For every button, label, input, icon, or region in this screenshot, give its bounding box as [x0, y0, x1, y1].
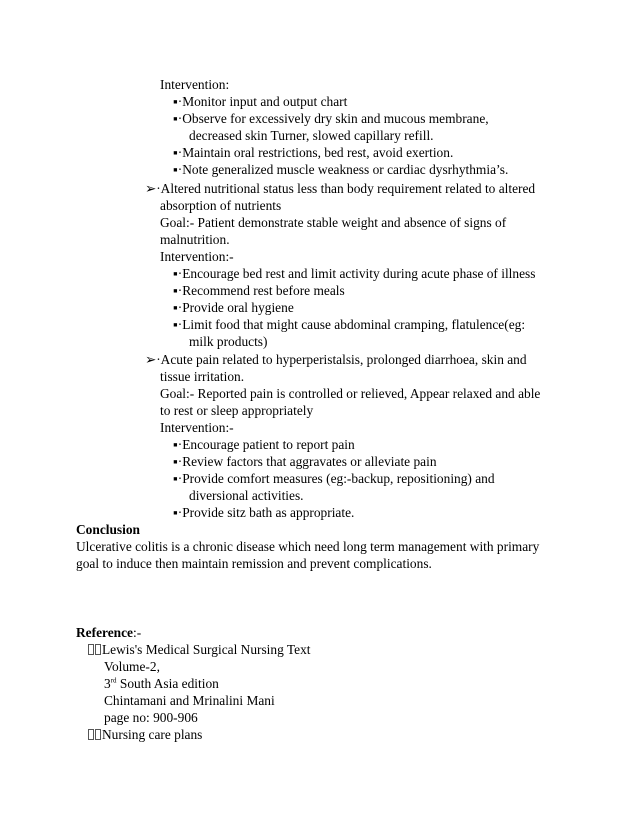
missing-glyph-icon	[95, 644, 101, 655]
goal-line: malnutrition.	[160, 232, 230, 247]
list-item: ▪·Review factors that aggravates or alleviate pain	[173, 454, 437, 469]
reference-edition	[104, 675, 219, 692]
list-item-continuation: decreased skin Turner, slowed capillary refill.	[189, 128, 434, 143]
missing-glyph-icon	[95, 729, 101, 740]
reference-heading-suffix: :-	[133, 625, 142, 640]
edition-superscript: rd	[110, 676, 117, 685]
edition-text: South Asia edition	[116, 676, 219, 691]
list-item-continuation: diversional activities.	[189, 488, 304, 503]
reference-title: Nursing care plans	[102, 727, 203, 742]
edition-number: 3	[104, 676, 111, 691]
goal-line: Goal:- Reported pain is controlled or relieved, Appear relaxed and able	[160, 386, 541, 401]
reference-heading-text: Reference	[76, 625, 133, 640]
list-item: ▪·Note generalized muscle weakness or cardiac dysrhythmia’s.	[173, 162, 509, 177]
list-item: ▪·Observe for excessively dry skin and mucous membrane,	[173, 111, 489, 126]
intervention-label: Intervention:-	[160, 249, 234, 264]
missing-glyph-icon	[88, 644, 94, 655]
list-item: ▪·Provide oral hygiene	[173, 300, 294, 315]
reference-heading	[76, 624, 141, 641]
conclusion-heading: Conclusion	[76, 522, 140, 537]
list-item: ▪·Encourage patient to report pain	[173, 437, 355, 452]
reference-entry	[88, 726, 202, 743]
intervention-label: Intervention:	[160, 77, 230, 92]
reference-volume: Volume-2,	[104, 659, 160, 674]
reference-entry	[88, 641, 311, 658]
reference-authors: Chintamani and Mrinalini Mani	[104, 693, 275, 708]
diagnosis-line: tissue irritation.	[160, 369, 245, 384]
diagnosis-line: ➢·Acute pain related to hyperperistalsis, prolonged diarrhoea, skin and	[145, 352, 527, 367]
conclusion-text: goal to induce then maintain remission and prevent complications.	[76, 556, 432, 571]
reference-pages: page no: 900-906	[104, 710, 198, 725]
list-item-continuation: milk products)	[189, 334, 268, 349]
missing-glyph-icon	[88, 729, 94, 740]
list-item: ▪·Monitor input and output chart	[173, 94, 348, 109]
reference-title: Lewis's Medical Surgical Nursing Text	[102, 642, 311, 657]
goal-line: to rest or sleep appropriately	[160, 403, 314, 418]
diagnosis-line: absorption of nutrients	[160, 198, 282, 213]
diagnosis-line: ➢·Altered nutritional status less than body requirement related to altered	[145, 181, 536, 196]
list-item: ▪·Recommend rest before meals	[173, 283, 345, 298]
conclusion-text: Ulcerative colitis is a chronic disease which need long term management with primary	[76, 539, 540, 554]
list-item: ▪·Provide sitz bath as appropriate.	[173, 505, 355, 520]
intervention-label: Intervention:-	[160, 420, 234, 435]
list-item: ▪·Provide comfort measures (eg:-backup, repositioning) and	[173, 471, 495, 486]
goal-line: Goal:- Patient demonstrate stable weight and absence of signs of	[160, 215, 507, 230]
list-item: ▪·Maintain oral restrictions, bed rest, avoid exertion.	[173, 145, 454, 160]
list-item: ▪·Encourage bed rest and limit activity during acute phase of illness	[173, 266, 536, 281]
list-item: ▪·Limit food that might cause abdominal cramping, flatulence(eg:	[173, 317, 526, 332]
